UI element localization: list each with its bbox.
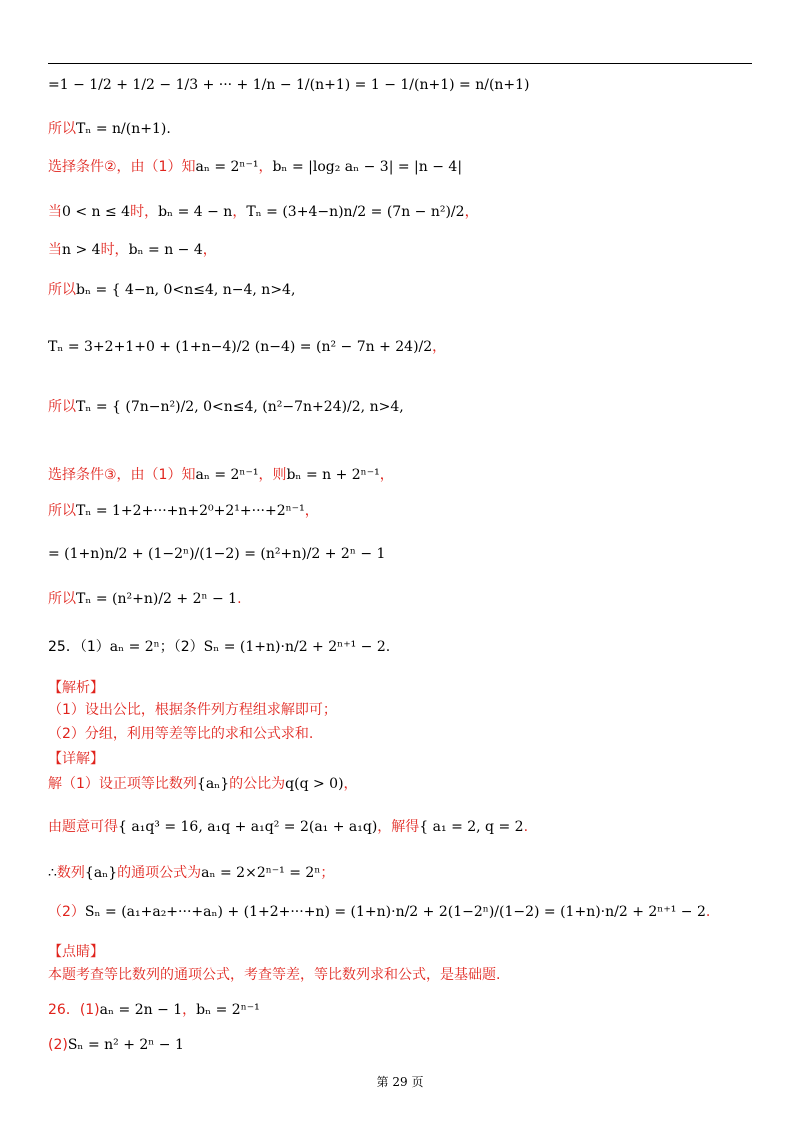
text-run: ， <box>182 1002 197 1018</box>
text-run: 时， <box>130 204 159 220</box>
text-line <box>48 592 242 606</box>
text-line <box>48 727 313 741</box>
text-run: 当 <box>48 242 62 258</box>
text-line <box>48 504 319 518</box>
formula: {aₙ} <box>84 865 118 881</box>
text-run: 本题考查等比数列的通项公式，考查等差，等比数列求和公式，是基础题. <box>48 967 501 983</box>
formula: n > 4 <box>62 242 101 258</box>
text-line <box>48 1003 260 1017</box>
text-run: . <box>237 591 242 607</box>
formula: Sₙ = (1+n)·n/2 + 2ⁿ⁺¹ − 2 <box>203 639 386 655</box>
text-run: . <box>705 904 711 920</box>
formula: Sₙ = (a₁+a₂+···+aₙ) + (1+2+···+n) = (1+n)·n/2 + 2(1−2ⁿ)/(1−2) = (1+n)·n/2 + 2ⁿ⁺¹ − 2 <box>84 904 706 920</box>
text-line <box>48 243 217 257</box>
text-line <box>48 820 528 834</box>
text-run: ， <box>432 339 447 355</box>
text-run: ，则 <box>258 467 287 483</box>
text-line <box>48 703 337 717</box>
text-line <box>48 681 104 695</box>
text-run: （1）设出公比，根据条件列方程组求解即可； <box>48 702 337 718</box>
formula: . <box>166 121 171 137</box>
text-run: (2) <box>48 1037 68 1053</box>
text-run: 所以 <box>48 503 76 519</box>
text-run: ， <box>343 776 358 792</box>
text-run: ；（2） <box>159 639 204 655</box>
text-run: 时， <box>100 242 129 258</box>
formula: aₙ = 2×2ⁿ⁻¹ = 2ⁿ <box>201 865 321 881</box>
text-line <box>48 905 710 919</box>
header-rule <box>48 63 752 64</box>
text-run: ， <box>202 242 217 258</box>
formula: ∴ <box>48 865 57 881</box>
text-run: 解（1）设正项等比数列 <box>48 776 197 792</box>
text-run: 当 <box>48 204 62 220</box>
text-run: . <box>385 639 391 655</box>
text-run: ， <box>379 467 394 483</box>
page-number: 第 29 页 <box>376 1075 424 1089</box>
text-line <box>48 160 462 174</box>
text-line <box>48 122 171 136</box>
text-run: 的通项公式为 <box>117 865 202 881</box>
text-run: 数列 <box>56 865 85 881</box>
text-run: . <box>523 819 529 835</box>
formula: Tₙ = (n²+n)/2 + 2ⁿ − 1 <box>76 591 238 607</box>
formula: { a₁q³ = 16, a₁q + a₁q² = 2(a₁ + a₁q) <box>118 819 378 835</box>
text-run: （2） <box>48 904 85 920</box>
text-run: ， <box>464 204 479 220</box>
formula: 0 < n ≤ 4 <box>62 204 131 220</box>
text-line <box>48 547 385 561</box>
text-run: 选择条件②，由（1）知 <box>48 159 196 175</box>
formula: bₙ = 2ⁿ⁻¹ <box>196 1002 260 1018</box>
text-line <box>48 205 479 219</box>
text-run: 所以 <box>48 282 76 298</box>
formula: aₙ = 2ⁿ⁻¹ <box>195 159 259 175</box>
text-line <box>48 777 358 791</box>
formula: { a₁ = 2, q = 2 <box>419 819 524 835</box>
text-run: 的公比为 <box>229 776 286 792</box>
text-line <box>48 340 446 354</box>
text-line <box>48 945 104 959</box>
text-run: （2）分组，利用等差等比的求和公式求和. <box>48 726 314 742</box>
formula: bₙ = n + 2ⁿ⁻¹ <box>286 467 380 483</box>
formula: =1 − 1/2 + 1/2 − 1/3 + ··· + 1/n − 1/(n+1) = 1 − 1/(n+1) = n/(n+1) <box>48 77 530 93</box>
text-run: ， <box>232 204 247 220</box>
text-run: 【点睛】 <box>48 944 104 960</box>
formula: bₙ = n − 4 <box>128 242 203 258</box>
text-run: 25．（1） <box>48 639 110 655</box>
text-line <box>48 283 295 297</box>
text-line <box>48 866 334 880</box>
text-run: 由题意可得 <box>48 819 118 835</box>
formula: aₙ = 2n − 1 <box>99 1002 183 1018</box>
text-line <box>48 468 394 482</box>
text-line <box>48 78 530 92</box>
text-run: 26．(1) <box>48 1002 100 1018</box>
formula: q(q > 0) <box>285 776 344 792</box>
formula: aₙ = 2ⁿ⁻¹ <box>195 467 259 483</box>
formula: {aₙ} <box>196 776 230 792</box>
text-line <box>48 752 104 766</box>
formula: Tₙ = n/(n+1) <box>76 121 167 137</box>
formula: Sₙ = n² + 2ⁿ − 1 <box>67 1037 184 1053</box>
formula: Tₙ = 3+2+1+0 + (1+n−4)/2 (n−4) = (n² − 7n + 24)/2 <box>48 339 433 355</box>
text-line <box>48 640 390 654</box>
formula: Tₙ = (3+4−n)n/2 = (7n − n²)/2 <box>246 204 465 220</box>
text-run: ， <box>258 159 273 175</box>
text-run: 【解析】 <box>48 680 104 696</box>
text-line <box>48 400 404 414</box>
text-run: 所以 <box>48 399 76 415</box>
text-line <box>48 1038 184 1052</box>
text-run: ，解得 <box>377 819 420 835</box>
text-run: 选择条件③，由（1）知 <box>48 467 196 483</box>
text-run: ， <box>304 503 319 519</box>
formula: Tₙ = 1+2+···+n+2⁰+2¹+···+2ⁿ⁻¹ <box>76 503 305 519</box>
formula: bₙ = |log₂ aₙ − 3| = |n − 4| <box>272 159 463 175</box>
text-line <box>48 968 500 982</box>
formula: bₙ = { 4−n, 0<n≤4, n−4, n>4, <box>76 282 296 298</box>
text-run: 【详解】 <box>48 751 104 767</box>
formula: bₙ = 4 − n <box>158 204 233 220</box>
text-run: ； <box>320 865 335 881</box>
text-run: 所以 <box>48 121 76 137</box>
formula: aₙ = 2ⁿ <box>109 639 160 655</box>
formula: = (1+n)n/2 + (1−2ⁿ)/(1−2) = (n²+n)/2 + 2ⁿ − 1 <box>48 546 386 562</box>
text-run: 所以 <box>48 591 76 607</box>
formula: Tₙ = { (7n−n²)/2, 0<n≤4, (n²−7n+24)/2, n>4, <box>76 399 404 415</box>
